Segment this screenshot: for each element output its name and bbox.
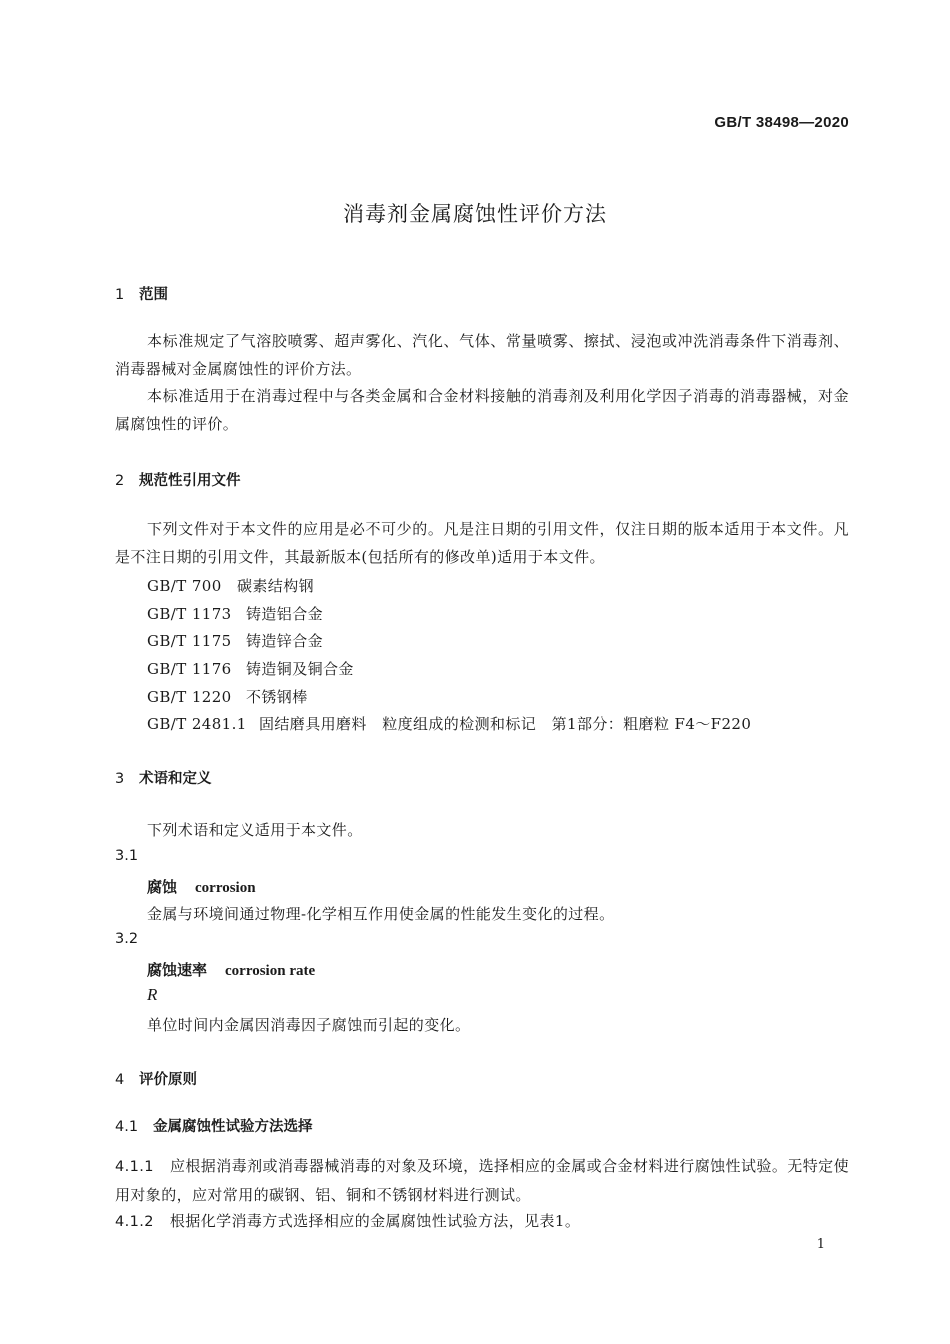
clause-4-1-1 [115, 1153, 849, 1209]
clause-number: 4.1.1 [115, 1159, 154, 1175]
terms-intro: 下列术语和定义适用于本文件。 [147, 821, 363, 839]
reference-title: 铸造铜及铜合金 [246, 660, 354, 678]
reference-item [147, 575, 314, 596]
clause-text: 根据化学消毒方式选择相应的金属腐蚀性试验方法，见表1。 [169, 1212, 581, 1230]
reference-code: GB/T 700 [147, 577, 222, 595]
reference-title: 铸造锌合金 [246, 632, 324, 650]
reference-title: 固结磨具用磨料 粒度组成的检测和标记 第1部分：粗磨粒 F4～F220 [259, 715, 752, 733]
section-number: 4 [115, 1072, 125, 1088]
term-number: 3.1 [115, 848, 139, 864]
scope-paragraph-2: 本标准适用于在消毒过程中与各类金属和合金材料接触的消毒剂及利用化学因子消毒的消毒器械，对金属腐蚀性的评价。 [115, 387, 849, 433]
reference-code: GB/T 1175 [147, 632, 232, 650]
section-title: 术语和定义 [139, 771, 212, 787]
reference-code: GB/T 1220 [147, 688, 232, 706]
section-4-heading [115, 1068, 197, 1089]
subsection-title: 金属腐蚀性试验方法选择 [153, 1119, 313, 1135]
document-title: 消毒剂金属腐蚀性评价方法 [343, 202, 607, 226]
standard-code: GB/T 38498—2020 [714, 114, 849, 131]
clause-4-1-2 [115, 1210, 580, 1231]
clause-number: 4.1.2 [115, 1214, 154, 1230]
section-title: 范围 [139, 287, 168, 303]
reference-item [147, 658, 354, 679]
section-title: 规范性引用文件 [139, 473, 241, 489]
reference-item [147, 713, 751, 734]
section-number: 1 [115, 287, 125, 303]
subsection-4-1-heading [115, 1115, 313, 1136]
page-number: 1 [816, 1237, 825, 1252]
reference-title: 不锈钢棒 [246, 688, 308, 706]
section-2-heading [115, 469, 241, 490]
term-definition: 金属与环境间通过物理-化学相互作用使金属的性能发生变化的过程。 [147, 905, 615, 923]
term-zh: 腐蚀速率 [147, 961, 208, 979]
section-1-heading [115, 283, 168, 304]
reference-item [147, 686, 308, 707]
section-3-heading [115, 767, 212, 788]
reference-title: 铸造铝合金 [246, 605, 324, 623]
reference-item [147, 630, 323, 651]
term-name [147, 959, 315, 980]
term-name [147, 876, 256, 897]
reference-item [147, 603, 323, 624]
term-symbol: R [147, 985, 158, 1004]
reference-code: GB/T 2481.1 [147, 715, 247, 733]
reference-code: GB/T 1176 [147, 660, 232, 678]
reference-code: GB/T 1173 [147, 605, 232, 623]
scope-paragraph-1: 本标准规定了气溶胶喷雾、超声雾化、汽化、气体、常量喷雾、擦拭、浸泡或冲洗消毒条件下消毒剂、消毒器械对金属腐蚀性的评价方法。 [115, 332, 849, 378]
term-en: corrosion rate [225, 963, 316, 979]
reference-title: 碳素结构钢 [237, 577, 315, 595]
section-number: 3 [115, 771, 125, 787]
term-definition: 单位时间内金属因消毒因子腐蚀而引起的变化。 [147, 1016, 471, 1034]
references-intro: 下列文件对于本文件的应用是必不可少的。凡是注日期的引用文件，仅注日期的版本适用于本文件。凡是不注日期的引用文件，其最新版本(包括所有的修改单)适用于本文件。 [115, 520, 849, 566]
section-number: 2 [115, 473, 125, 489]
term-number: 3.2 [115, 931, 139, 947]
term-en: corrosion [195, 880, 256, 896]
section-title: 评价原则 [139, 1072, 197, 1088]
term-zh: 腐蚀 [147, 878, 178, 896]
clause-text: 应根据消毒剂或消毒器械消毒的对象及环境，选择相应的金属或合金材料进行腐蚀性试验。无特定使用对象的，应对常用的碳钢、铝、铜和不锈钢材料进行测试。 [115, 1157, 849, 1204]
subsection-number: 4.1 [115, 1119, 139, 1135]
